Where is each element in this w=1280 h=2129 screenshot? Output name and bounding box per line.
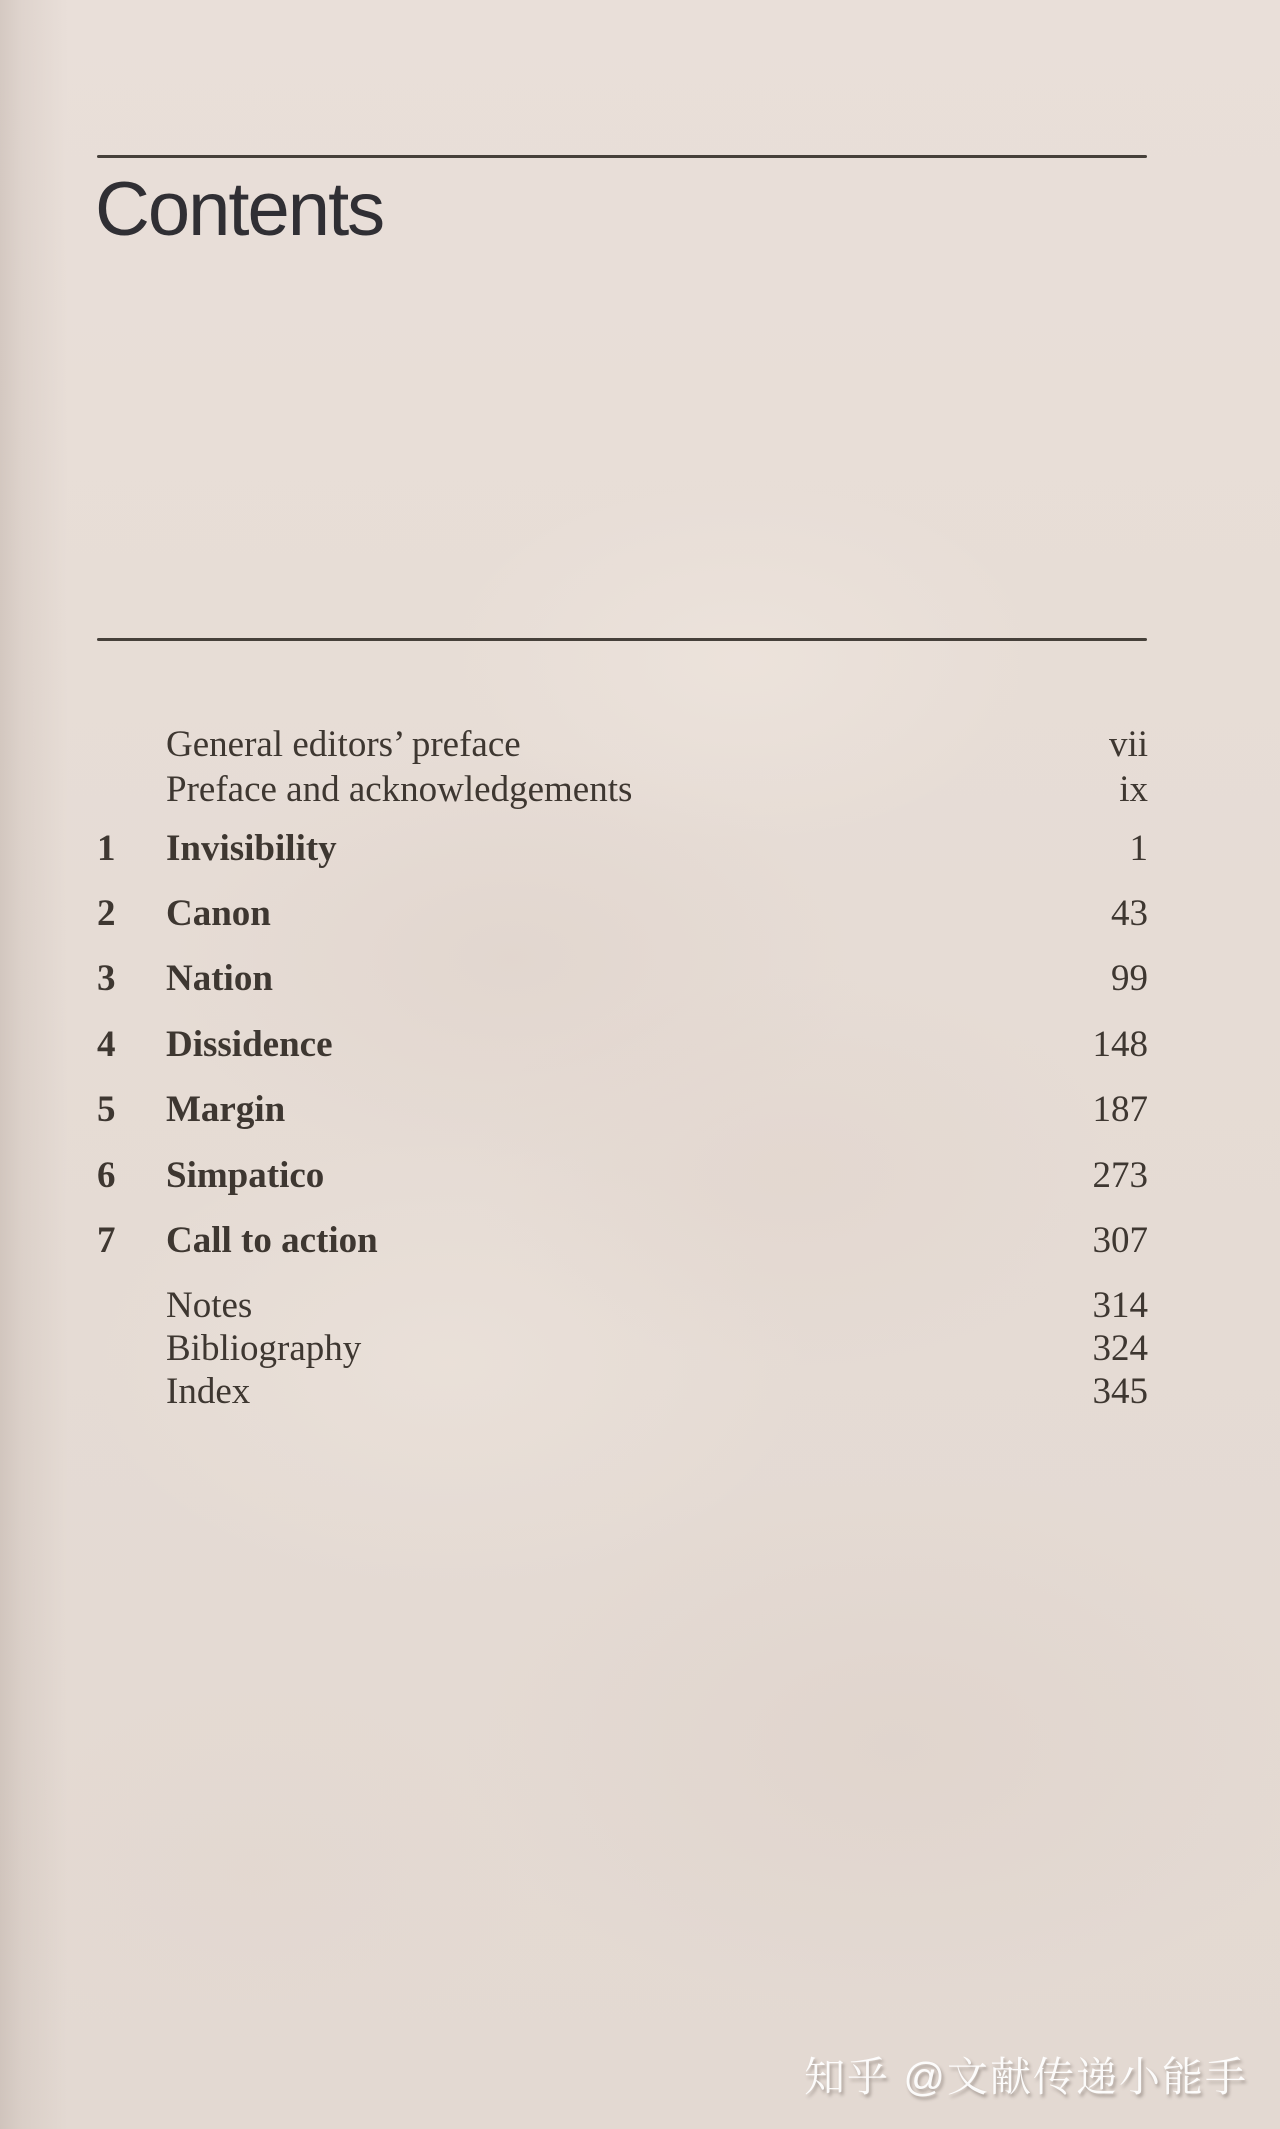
toc-page-number: 99 [1111, 958, 1148, 999]
page-title: Contents [95, 167, 384, 252]
toc-row-chapter [97, 1156, 1148, 1196]
chapter-title: Nation [166, 958, 273, 999]
toc-row-chapter [97, 1025, 1148, 1065]
toc-row-back-matter [97, 1286, 1148, 1326]
chapter-number: 7 [97, 1220, 116, 1261]
toc-row-chapter [97, 894, 1148, 934]
toc-page-number: 307 [1092, 1220, 1148, 1261]
chapter-title: Margin [166, 1089, 286, 1130]
chapter-number: 4 [97, 1024, 116, 1065]
toc-row-chapter [97, 959, 1148, 999]
toc-entry-label: General editors’ preface [166, 724, 521, 765]
chapter-title: Dissidence [166, 1024, 333, 1065]
toc-row-chapter [97, 1221, 1148, 1261]
toc-entry-label: Bibliography [166, 1328, 362, 1369]
toc-page-number: 273 [1092, 1155, 1148, 1196]
toc-page-number: 314 [1092, 1285, 1148, 1326]
chapter-number: 2 [97, 893, 116, 934]
chapter-number: 6 [97, 1155, 116, 1196]
scan-gutter-shadow [0, 0, 70, 2129]
chapter-title: Simpatico [166, 1155, 325, 1196]
toc-row-front-matter [97, 770, 1148, 810]
mid-rule [97, 638, 1147, 641]
toc-row-back-matter [97, 1329, 1148, 1369]
toc-entry-label: Notes [166, 1285, 253, 1326]
chapter-title: Invisibility [166, 828, 337, 869]
toc-page-number: vii [1108, 724, 1148, 765]
toc-row-chapter [97, 829, 1148, 869]
chapter-title: Call to action [166, 1220, 378, 1261]
toc-page-number: 43 [1111, 893, 1148, 934]
toc-row-chapter [97, 1090, 1148, 1130]
toc-page-number: 187 [1092, 1089, 1148, 1130]
toc-row-back-matter [97, 1372, 1148, 1412]
toc-row-front-matter [97, 725, 1148, 765]
toc-page-number: 148 [1092, 1024, 1148, 1065]
chapter-number: 1 [97, 828, 116, 869]
watermark: 知乎 @文献传递小能手 [803, 2054, 1248, 2100]
chapter-number: 3 [97, 958, 116, 999]
toc-entry-label: Preface and acknowledgements [166, 769, 633, 810]
toc-page-number: 1 [1129, 828, 1148, 869]
toc-entry-label: Index [166, 1371, 251, 1412]
toc-page-number: 324 [1092, 1328, 1148, 1369]
top-rule [97, 155, 1147, 158]
chapter-title: Canon [166, 893, 271, 934]
chapter-number: 5 [97, 1089, 116, 1130]
toc-page-number: ix [1119, 769, 1148, 810]
toc-page-number: 345 [1092, 1371, 1148, 1412]
